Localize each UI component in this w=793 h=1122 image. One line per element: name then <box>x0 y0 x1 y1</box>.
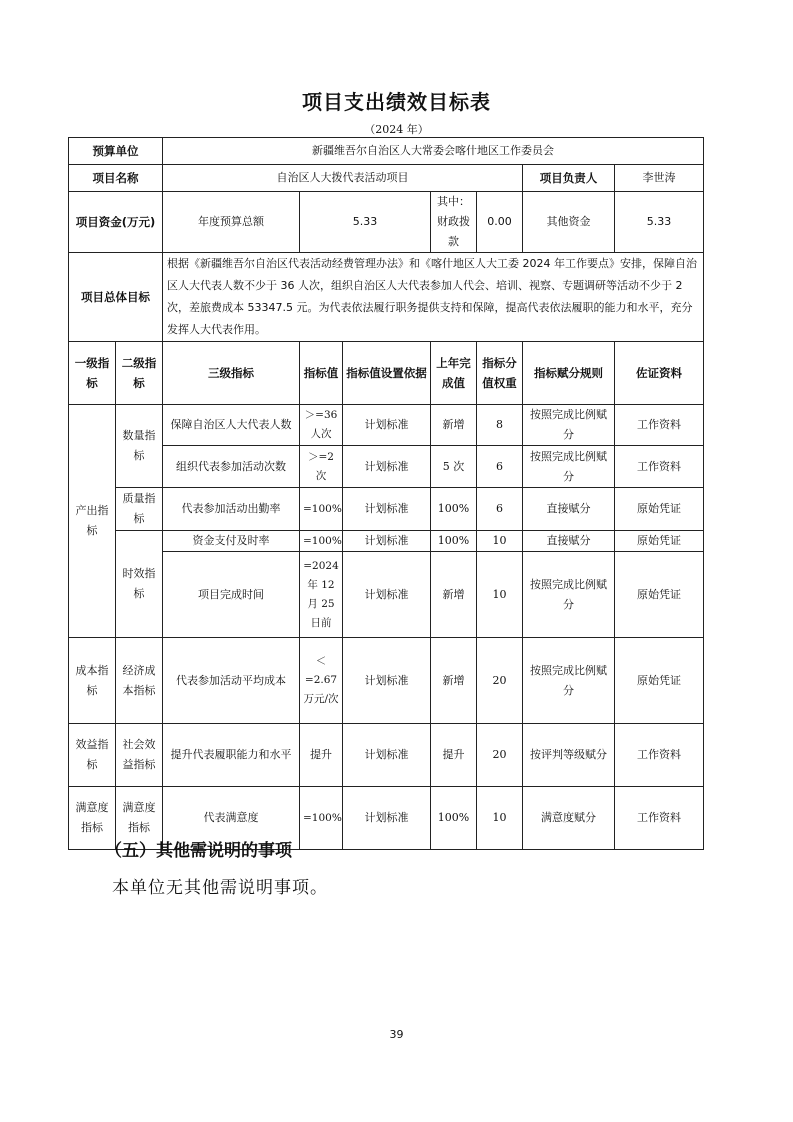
table-row <box>69 638 704 724</box>
table-row <box>69 531 704 552</box>
indicator-header-row <box>69 342 704 405</box>
table-row <box>69 405 704 446</box>
indicator-evidence: 原始凭证 <box>615 552 704 638</box>
indicator-evidence: 工作资料 <box>615 446 704 488</box>
indicator-name: 代表满意度 <box>163 787 300 850</box>
indicator-last-year: 提升 <box>431 724 477 787</box>
header-value: 指标值 <box>300 342 343 405</box>
table-row <box>69 552 704 638</box>
indicator-last-year: 5 次 <box>431 446 477 488</box>
annual-budget-value: 5.33 <box>300 192 431 253</box>
table-row <box>69 724 704 787</box>
indicator-evidence: 工作资料 <box>615 787 704 850</box>
indicator-name: 提升代表履职能力和水平 <box>163 724 300 787</box>
indicator-name: 代表参加活动平均成本 <box>163 638 300 724</box>
table-row <box>69 446 704 488</box>
header-basis: 指标值设置依据 <box>343 342 431 405</box>
indicator-name: 保障自治区人大代表人数 <box>163 405 300 446</box>
indicator-basis: 计划标准 <box>343 787 431 850</box>
indicator-last-year: 新增 <box>431 638 477 724</box>
header-level2: 二级指标 <box>116 342 163 405</box>
subgroup-quantity: 数量指标 <box>116 405 163 488</box>
indicator-rule: 按照完成比例赋分 <box>523 405 615 446</box>
indicator-basis: 计划标准 <box>343 531 431 552</box>
indicator-basis: 计划标准 <box>343 724 431 787</box>
overall-goal-text: 根据《新疆维吾尔自治区代表活动经费管理办法》和《喀什地区人大工委 2024 年工作要点》安排，保障自治区人大代表人数不少于 36 人次，组织自治区人大代表参加人代会、培训、视察、专题调研等活动不少于 2 次，差旅费成本 53347.5 元。为代表依法履行职务提供支持和保障，提高代表依法履职的能力和水平，充分发挥人大代表作用。 <box>163 253 704 342</box>
group-output: 产出指标 <box>69 405 116 638</box>
indicator-rule: 直接赋分 <box>523 488 615 531</box>
fiscal-funds-label: 其中：财政拨款 <box>431 192 477 253</box>
indicator-value: 提升 <box>300 724 343 787</box>
header-last-year: 上年完成值 <box>431 342 477 405</box>
indicator-weight: 20 <box>477 724 523 787</box>
year-subtitle: （2024 年） <box>364 123 429 136</box>
header-rule: 指标赋分规则 <box>523 342 615 405</box>
group-benefit: 效益指标 <box>69 724 116 787</box>
indicator-last-year: 新增 <box>431 552 477 638</box>
project-owner-value: 李世涛 <box>615 165 704 192</box>
group-cost: 成本指标 <box>69 638 116 724</box>
budget-unit-label: 预算单位 <box>69 138 163 165</box>
indicator-weight: 6 <box>477 488 523 531</box>
overall-goal-row <box>69 253 704 342</box>
indicator-name: 项目完成时间 <box>163 552 300 638</box>
other-funds-value: 5.33 <box>615 192 704 253</box>
indicator-basis: 计划标准 <box>343 552 431 638</box>
section-body: 本单位无其他需说明事项。 <box>112 878 328 898</box>
indicator-value: =100% <box>300 531 343 552</box>
indicator-evidence: 工作资料 <box>615 405 704 446</box>
indicator-evidence: 原始凭证 <box>615 531 704 552</box>
indicator-weight: 10 <box>477 787 523 850</box>
indicator-basis: 计划标准 <box>343 488 431 531</box>
subgroup-quality: 质量指标 <box>116 488 163 531</box>
indicator-value: =100% <box>300 787 343 850</box>
indicator-rule: 直接赋分 <box>523 531 615 552</box>
indicator-weight: 8 <box>477 405 523 446</box>
indicator-basis: 计划标准 <box>343 405 431 446</box>
project-name-row <box>69 165 704 192</box>
indicator-evidence: 原始凭证 <box>615 488 704 531</box>
indicator-rule: 按照完成比例赋分 <box>523 638 615 724</box>
subgroup-satisfaction: 满意度指标 <box>116 787 163 850</box>
indicator-last-year: 100% <box>431 488 477 531</box>
indicator-evidence: 工作资料 <box>615 724 704 787</box>
indicator-basis: 计划标准 <box>343 638 431 724</box>
subgroup-timeliness: 时效指标 <box>116 531 163 638</box>
group-satisfaction: 满意度指标 <box>69 787 116 850</box>
project-name-value: 自治区人大拨代表活动项目 <box>163 165 523 192</box>
indicator-value: ＞=36 人次 <box>300 405 343 446</box>
indicator-rule: 按照完成比例赋分 <box>523 446 615 488</box>
indicator-weight: 10 <box>477 531 523 552</box>
project-name-label: 项目名称 <box>69 165 163 192</box>
indicator-last-year: 100% <box>431 531 477 552</box>
section-heading: （五）其他需说明的事项 <box>105 841 292 861</box>
header-weight: 指标分值权重 <box>477 342 523 405</box>
indicator-name: 资金支付及时率 <box>163 531 300 552</box>
header-level3: 三级指标 <box>163 342 300 405</box>
indicator-basis: 计划标准 <box>343 446 431 488</box>
indicator-evidence: 原始凭证 <box>615 638 704 724</box>
other-funds-label: 其他资金 <box>523 192 615 253</box>
budget-unit-row <box>69 138 704 165</box>
project-owner-label: 项目负责人 <box>523 165 615 192</box>
indicator-rule: 按照完成比例赋分 <box>523 552 615 638</box>
indicator-rule: 满意度赋分 <box>523 787 615 850</box>
indicator-weight: 20 <box>477 638 523 724</box>
indicator-name: 组织代表参加活动次数 <box>163 446 300 488</box>
page-title: 项目支出绩效目标表 <box>302 90 491 114</box>
subgroup-economic-cost: 经济成本指标 <box>116 638 163 724</box>
indicator-rule: 按评判等级赋分 <box>523 724 615 787</box>
header-evidence: 佐证资料 <box>615 342 704 405</box>
indicator-last-year: 新增 <box>431 405 477 446</box>
project-funds-row <box>69 192 704 253</box>
performance-target-table <box>68 137 704 850</box>
indicator-weight: 6 <box>477 446 523 488</box>
indicator-value: ＞=2 次 <box>300 446 343 488</box>
subgroup-social-benefit: 社会效益指标 <box>116 724 163 787</box>
overall-goal-label: 项目总体目标 <box>69 253 163 342</box>
indicator-last-year: 100% <box>431 787 477 850</box>
indicator-weight: 10 <box>477 552 523 638</box>
page-number: 39 <box>389 1028 404 1041</box>
budget-unit-value: 新疆维吾尔自治区人大常委会喀什地区工作委员会 <box>163 138 704 165</box>
indicator-value: ＜=2.67 万元/次 <box>300 638 343 724</box>
indicator-value: =2024 年 12 月 25 日前 <box>300 552 343 638</box>
header-level1: 一级指标 <box>69 342 116 405</box>
indicator-value: =100% <box>300 488 343 531</box>
fiscal-funds-value: 0.00 <box>477 192 523 253</box>
table-row <box>69 488 704 531</box>
project-funds-label: 项目资金(万元) <box>69 192 163 253</box>
indicator-name: 代表参加活动出勤率 <box>163 488 300 531</box>
annual-budget-label: 年度预算总额 <box>163 192 300 253</box>
